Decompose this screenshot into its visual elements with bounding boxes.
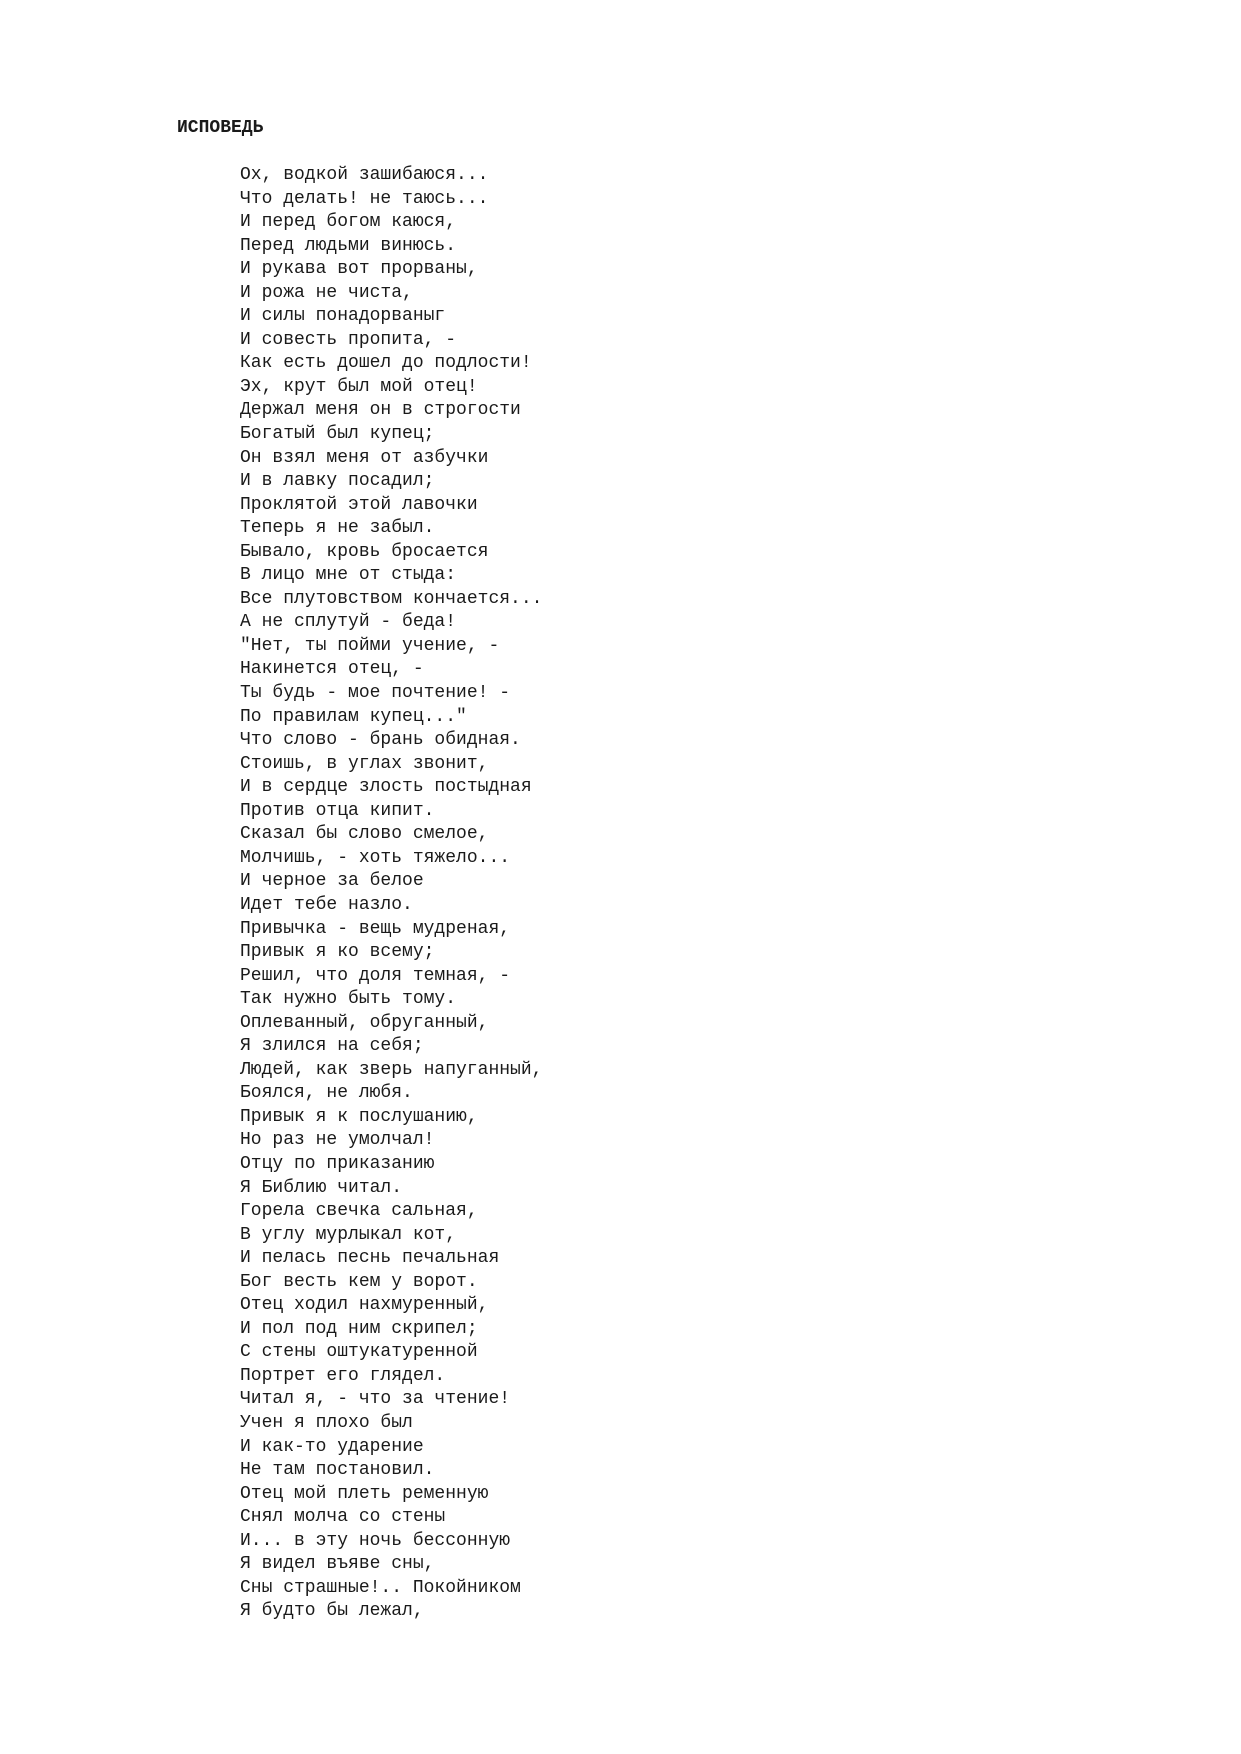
poem-line: Я будто бы лежал,: [240, 1601, 424, 1622]
poem-line: И совесть пропита, -: [240, 329, 457, 350]
poem-line: Горела свечка сальная,: [240, 1201, 478, 1222]
poem-line: Так нужно быть тому.: [240, 989, 457, 1010]
poem-line: Не там постановил.: [240, 1460, 435, 1481]
poem-line: Что делать! не таюсь...: [240, 188, 489, 209]
poem-line: Учен я плохо был: [240, 1412, 413, 1433]
poem-line: Отец мой плеть ременную: [240, 1483, 489, 1504]
poem-line: И пелась песнь печальная: [240, 1248, 500, 1269]
poem-line: В углу мурлыкал кот,: [240, 1224, 457, 1245]
poem-line: И как-то ударение: [240, 1436, 424, 1457]
poem-line: Ох, водкой зашибаюся...: [240, 165, 489, 185]
poem-line: Держал меня он в строгости: [240, 400, 521, 421]
poem-line: Бог весть кем у ворот.: [240, 1271, 478, 1292]
poem-line: С стены оштукатуренной: [240, 1342, 478, 1363]
poem-line: И в лавку посадил;: [240, 471, 435, 492]
poem-line: Против отца кипит.: [240, 800, 435, 821]
poem-line: А не сплутуй - беда!: [240, 612, 457, 633]
poem-line: Привык я к послушанию,: [240, 1106, 478, 1127]
poem-line: Как есть дошел до подлости!: [240, 353, 532, 374]
poem-line: "Нет, ты пойми учение, -: [240, 635, 500, 656]
poem-line: И рожа не чиста,: [240, 282, 413, 303]
poem-line: Проклятой этой лавочки: [240, 494, 478, 515]
poem-line: Сны страшные!.. Покойником: [240, 1577, 521, 1598]
poem-line: Оплеванный, обруганный,: [240, 1012, 489, 1033]
poem-line: И силы понадорваныг: [240, 306, 446, 327]
poem-line: Сказал бы слово смелое,: [240, 824, 489, 845]
poem-line: И в сердце злость постыдная: [240, 777, 532, 798]
poem-line: Привычка - вещь мудреная,: [240, 918, 511, 939]
poem-line: Отец ходил нахмуренный,: [240, 1295, 489, 1316]
poem-line: И перед богом каюся,: [240, 212, 457, 233]
poem-line: Перед людьми винюсь.: [240, 235, 457, 256]
poem-line: Эх, крут был мой отец!: [240, 376, 478, 397]
poem-line: Снял молча со стены: [240, 1507, 446, 1528]
poem-line: Людей, как зверь напуганный,: [240, 1059, 543, 1080]
poem-line: Теперь я не забыл.: [240, 518, 435, 539]
poem-line: Привык я ко всему;: [240, 942, 435, 963]
poem-line: Читал я, - что за чтение!: [240, 1389, 511, 1410]
poem-line: Я злился на себя;: [240, 1036, 424, 1057]
poem-line: Богатый был купец;: [240, 424, 435, 445]
poem-line: Накинется отец, -: [240, 659, 424, 680]
poem-title: ИСПОВЕДЬ: [177, 118, 264, 138]
poem-line: Отцу по приказанию: [240, 1153, 435, 1174]
poem-line: Ты будь - мое почтение! -: [240, 683, 511, 704]
poem-line: Портрет его глядел.: [240, 1365, 446, 1386]
poem-line: Он взял меня от азбучки: [240, 447, 489, 468]
poem-line: И... в эту ночь бессонную: [240, 1530, 511, 1551]
poem-line: Все плутовством кончается...: [240, 588, 543, 609]
poem-body: [240, 164, 542, 1624]
poem-line: По правилам купец...": [240, 706, 467, 727]
poem-line: Решил, что доля темная, -: [240, 965, 511, 986]
poem-line: Но раз не умолчал!: [240, 1130, 435, 1151]
poem-line: И рукава вот прорваны,: [240, 259, 478, 280]
poem-line: Молчишь, - хоть тяжело...: [240, 847, 511, 868]
poem-line: Идет тебе назло.: [240, 894, 413, 915]
poem-line: В лицо мне от стыда:: [240, 565, 457, 586]
poem-line: Я Библию читал.: [240, 1177, 403, 1198]
poem-line: И черное за белое: [240, 871, 424, 892]
poem-line: И пол под ним скрипел;: [240, 1318, 478, 1339]
poem-line: Боялся, не любя.: [240, 1083, 413, 1104]
poem-line: Стоишь, в углах звонит,: [240, 753, 489, 774]
poem-line: Что слово - брань обидная.: [240, 730, 521, 751]
poem-line: Бывало, кровь бросается: [240, 541, 489, 562]
poem-line: Я видел въяве сны,: [240, 1554, 435, 1575]
